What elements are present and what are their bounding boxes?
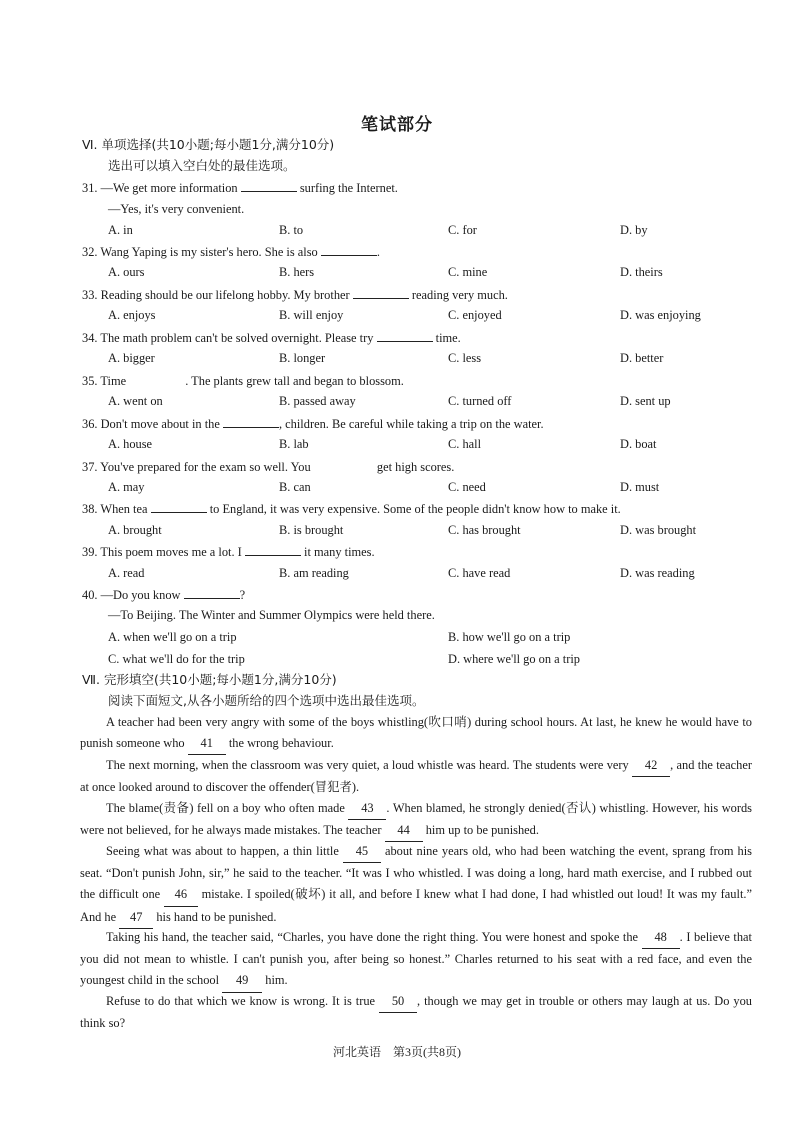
option-32-a: A. ours bbox=[108, 265, 145, 279]
option-36-d: D. boat bbox=[620, 437, 657, 451]
cloze-paragraph-5: Taking his hand, the teacher said, “Charles, you have done the right thing. You were honest and spoke the 48 . I believe that you did not mean to whistle. I can't punish you, after being so honest.” Charles returned to his seat with a red face, and even the youngest child in the school 49 him. bbox=[80, 927, 752, 993]
page-title: 笔试部分 bbox=[361, 115, 433, 135]
option-36-b: B. lab bbox=[279, 437, 309, 451]
cloze-paragraph-3: The blame(责备) fell on a boy who often made 43 . When blamed, he strongly denied(否认) whistling. However, his words were not believed, for he always made mistakes. The teacher 44 him up to be punished. bbox=[80, 798, 752, 842]
option-34-a: A. bigger bbox=[108, 351, 155, 365]
option-34-c: C. less bbox=[448, 351, 482, 365]
option-38-b: B. is brought bbox=[279, 523, 344, 537]
option-36-a: A. house bbox=[108, 437, 153, 451]
question-33: 33. Reading should be our lifelong hobby. My brother reading very much. bbox=[82, 288, 508, 302]
option-34-b: B. longer bbox=[279, 351, 326, 365]
answer-blank bbox=[223, 415, 279, 428]
option-40-b: B. how we'll go on a trip bbox=[448, 630, 571, 644]
cloze-paragraph-6: Refuse to do that which we know is wrong. It is true 50 , though we may get in trouble or others may laugh at us. Do you think so? bbox=[80, 991, 752, 1034]
blank-43: 43 bbox=[348, 798, 386, 820]
question-40: 40. —Do you know ? bbox=[82, 588, 246, 602]
blank-50: 50 bbox=[379, 991, 417, 1013]
question-37: 37. You've prepared for the exam so well. You get high scores. bbox=[82, 460, 455, 474]
option-35-d: D. sent up bbox=[620, 394, 671, 408]
option-36-c: C. hall bbox=[448, 437, 482, 451]
answer-blank bbox=[353, 286, 409, 299]
option-40-d: D. where we'll go on a trip bbox=[448, 652, 580, 666]
question-39: 39. This poem moves me a lot. I it many times. bbox=[82, 545, 375, 559]
answer-blank bbox=[245, 543, 301, 556]
option-33-c: C. enjoyed bbox=[448, 308, 502, 322]
option-39-c: C. have read bbox=[448, 566, 511, 580]
blank-46: 46 bbox=[164, 884, 198, 906]
section-7-instruction: 阅读下面短文,从各小题所给的四个选项中选出最佳选项。 bbox=[108, 693, 425, 708]
blank-44: 44 bbox=[385, 820, 423, 842]
option-38-a: A. brought bbox=[108, 523, 162, 537]
answer-blank bbox=[184, 586, 240, 599]
option-33-a: A. enjoys bbox=[108, 308, 156, 322]
question-38: 38. When tea to England, it was very expensive. Some of the people didn't know how to make it. bbox=[82, 502, 621, 516]
question-35: 35. Time . The plants grew tall and began to blossom. bbox=[82, 374, 404, 388]
page-footer: 河北英语 第3页(共8页) bbox=[333, 1045, 461, 1059]
section-7-heading: Ⅶ. 完形填空(共10小题;每小题1分,满分10分) bbox=[82, 672, 337, 687]
question-32: 32. Wang Yaping is my sister's hero. She is also . bbox=[82, 245, 380, 259]
question-36: 36. Don't move about in the , children. Be careful while taking a trip on the water. bbox=[82, 417, 544, 431]
cloze-paragraph-4: Seeing what was about to happen, a thin little 45 about nine years old, who had been watching the event, sprang from his seat. “Don't punish John, sir,” he said to the teacher. “It was I who whistled. I was doing a long, hard math exercise, and I rubbed out the difficult one 46 mistake. I spoiled(破坏) it all, and before I knew what I had done, I had whistled out loud! It was my fault.” And he 47 his hand to be punished. bbox=[80, 841, 752, 929]
option-35-c: C. turned off bbox=[448, 394, 512, 408]
option-39-d: D. was reading bbox=[620, 566, 695, 580]
option-32-c: C. mine bbox=[448, 265, 488, 279]
option-38-c: C. has brought bbox=[448, 523, 521, 537]
answer-blank bbox=[151, 500, 207, 513]
option-31-d: D. by bbox=[620, 223, 648, 237]
option-33-b: B. will enjoy bbox=[279, 308, 344, 322]
answer-blank bbox=[377, 329, 433, 342]
option-31-c: C. for bbox=[448, 223, 477, 237]
blank-41: 41 bbox=[188, 733, 226, 755]
option-32-d: D. theirs bbox=[620, 265, 663, 279]
question-31: 31. —We get more information surfing the Internet. bbox=[82, 181, 398, 195]
question-40-reply: —To Beijing. The Winter and Summer Olympics were held there. bbox=[108, 608, 435, 622]
option-34-d: D. better bbox=[620, 351, 664, 365]
option-33-d: D. was enjoying bbox=[620, 308, 701, 322]
blank-47: 47 bbox=[119, 907, 153, 929]
blank-48: 48 bbox=[642, 927, 680, 949]
blank-49: 49 bbox=[222, 970, 262, 992]
option-35-b: B. passed away bbox=[279, 394, 356, 408]
option-31-a: A. in bbox=[108, 223, 133, 237]
answer-blank bbox=[321, 243, 377, 256]
option-35-a: A. went on bbox=[108, 394, 163, 408]
blank-45: 45 bbox=[343, 841, 381, 863]
section-6-heading: Ⅵ. 单项选择(共10小题;每小题1分,满分10分) bbox=[82, 137, 335, 152]
option-32-b: B. hers bbox=[279, 265, 315, 279]
option-40-a: A. when we'll go on a trip bbox=[108, 630, 237, 644]
answer-blank bbox=[129, 372, 185, 385]
option-37-c: C. need bbox=[448, 480, 486, 494]
option-37-d: D. must bbox=[620, 480, 660, 494]
option-37-b: B. can bbox=[279, 480, 311, 494]
cloze-paragraph-1: A teacher had been very angry with some of the boys whistling(吹口哨) during school hours. At last, he knew he would have to punish someone who 41 the wrong behaviour. bbox=[80, 712, 752, 755]
section-6-instruction: 选出可以填入空白处的最佳选项。 bbox=[108, 158, 296, 173]
question-34: 34. The math problem can't be solved overnight. Please try time. bbox=[82, 331, 461, 345]
option-39-b: B. am reading bbox=[279, 566, 349, 580]
option-31-b: B. to bbox=[279, 223, 304, 237]
question-31-reply: —Yes, it's very convenient. bbox=[108, 202, 245, 216]
option-40-c: C. what we'll do for the trip bbox=[108, 652, 245, 666]
option-37-a: A. may bbox=[108, 480, 145, 494]
option-38-d: D. was brought bbox=[620, 523, 697, 537]
blank-42: 42 bbox=[632, 755, 670, 777]
answer-blank bbox=[314, 458, 374, 471]
answer-blank bbox=[241, 179, 297, 192]
cloze-paragraph-2: The next morning, when the classroom was very quiet, a loud whistle was heard. The students were very 42 , and the teacher at once looked around to discover the offender(冒犯者). bbox=[80, 755, 752, 798]
option-39-a: A. read bbox=[108, 566, 145, 580]
